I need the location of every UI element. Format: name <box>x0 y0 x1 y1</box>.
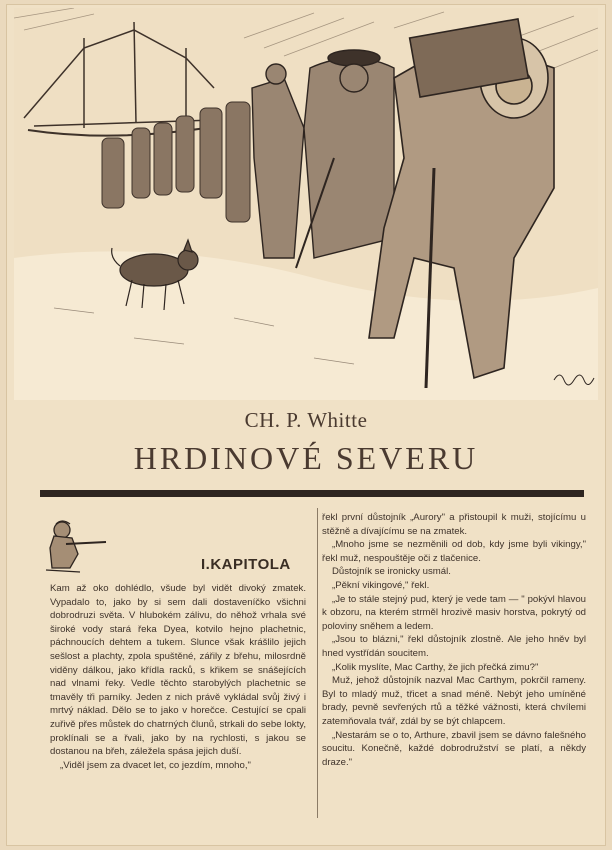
paragraph: „Nestarám se o to, Arthure, zbavil jsem se dávno falešného soucitu. Konečně, každé dobrodružství se platí, a někdy draze." <box>322 729 586 768</box>
paragraph: „Mnoho jsme se nezměnili od dob, kdy jsme byli vikingy," řekl muž, nespouštěje oči z tlačenice. <box>322 539 586 564</box>
article-title: HRDINOVÉ SEVERU <box>133 440 479 476</box>
paragraph: „Viděl jsem za dvacet let, co jezdím, mnoho," <box>60 759 251 771</box>
column-divider <box>317 508 318 818</box>
paragraph: „Kolik myslíte, Mac Carthy, že jich přečká zimu?" <box>332 661 539 673</box>
right-text-column <box>322 511 586 769</box>
expedition-illustration <box>14 8 598 400</box>
title-divider <box>40 490 584 497</box>
author-name: CH. P. Whitte <box>244 408 368 432</box>
paragraph: řekl první důstojník „Aurory" a přistoupil k muži, stojícímu u stěžně a dívajícímu se na zmatek. <box>322 512 586 537</box>
page <box>6 4 606 846</box>
chapter-heading: I.KAPITOLA <box>201 556 291 573</box>
paragraph: Muž, jehož důstojník nazval Mac Carthym, pokrčil rameny. Byl to mladý muž, třicet a snad méně. Nebýt jeho umíněné brady, pevně sevřených rtů a těžké vážnosti, která chvílemi zatemňovala tvář, zdál by se být chlapcem. <box>322 675 586 727</box>
paragraph: „Jsou to blázni," řekl důstojník zlostně. Ale jeho hněv byl hned vystřídán soucitem. <box>322 634 586 659</box>
paragraph: „Je to stále stejný pud, který je vede tam — " pokývl hlavou k obzoru, na kterém strměl hrozivě masiv horstva, pokrytý od poloviny sněhem a ledem. <box>322 593 586 632</box>
paragraph: Důstojník se ironicky usmál. <box>332 566 451 578</box>
paragraph: „Pěkní vikingové," řekl. <box>332 579 430 591</box>
left-text-column <box>50 582 306 772</box>
paragraph: Kam až oko dohlédlo, všude byl vidět divoký zmatek. Vypadalo to, jako by si sem dali dostaveníčko všichni dobrodruzi světa. V hlubokém zálivu, do něhož vrhala své široké vody stará řeka Dyea, kotvilo hejno plachetnic, páchnoucích dehtem a tukem. Slunce však krášlilo jejich sešlost a plachty, zpola spuštěné, zářily z břehu, milosrdně viděny dálkou, jako křídla racků, s křikem se snášejících nad vlnami řeky. Vedle těchto starobylých plachetnic se tmavěly tři parníky. Jeden z nich právě vykládal svůj živý i mrtvý náklad. Dělo se to jako v horečce. Cestující se cpali zuřivě přes můstek do chatrných člunů, strkali do sebe lokty, proklínali se a řvali, jako by na rychlosti, s jakou se dostanou na břeh, záležela spása jejich duší. <box>50 583 306 758</box>
hunter-illustration <box>44 518 108 574</box>
